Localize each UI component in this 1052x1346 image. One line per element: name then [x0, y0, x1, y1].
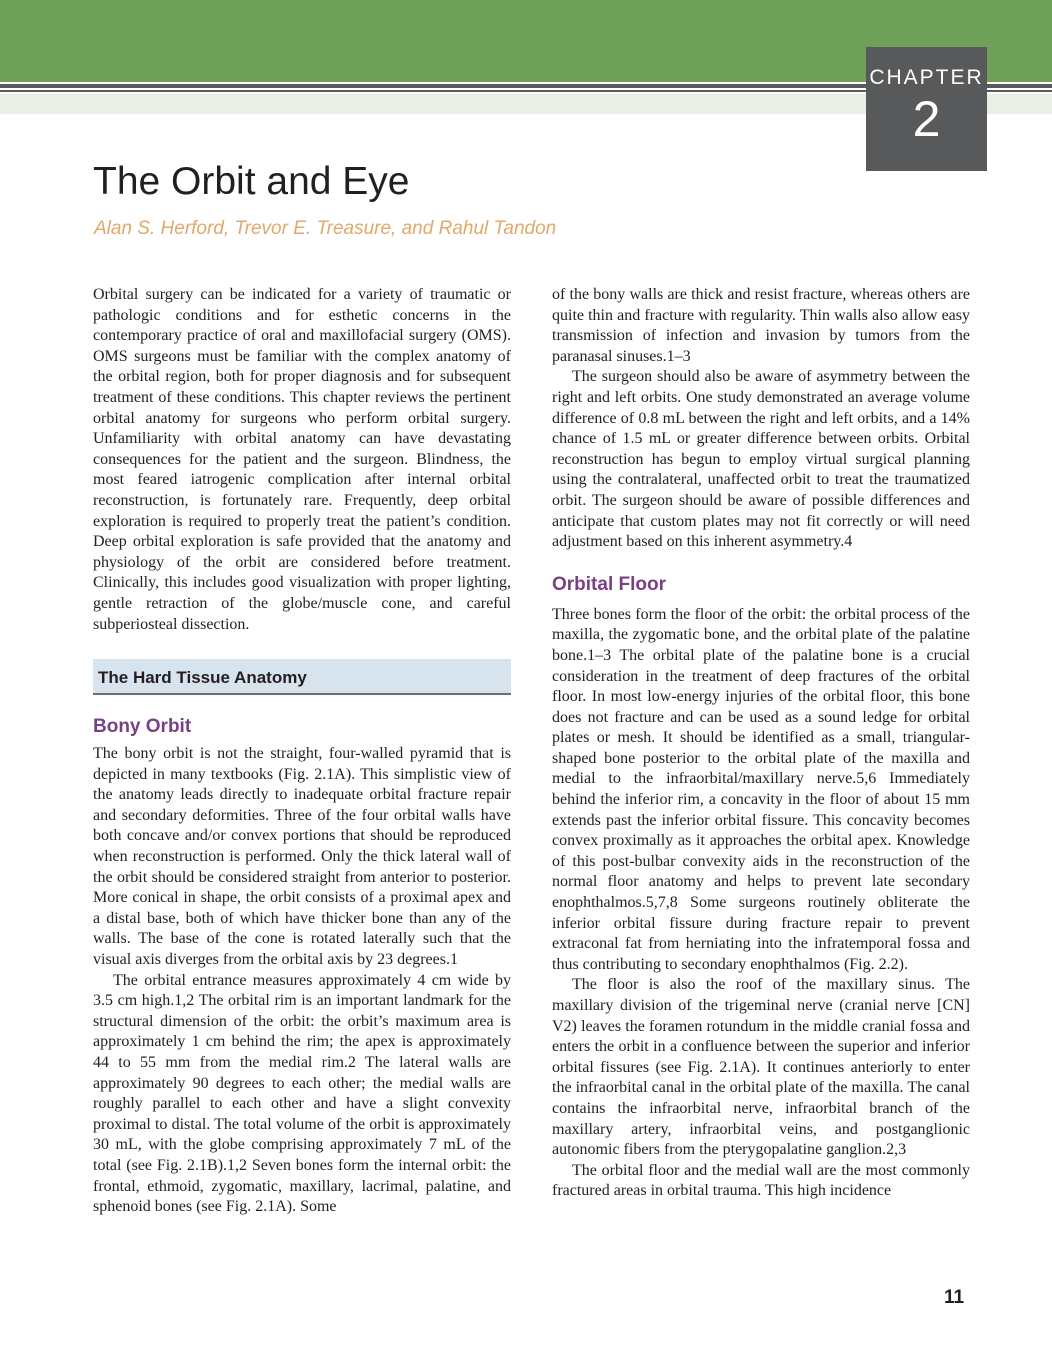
body-paragraph: The orbital entrance measures approximately 4 cm wide by 3.5 cm high.1,2 The orbital rim is an important landmark for the structural dimension of the orbit: the orbit’s maximum area is approximately 1 cm behind the rim; the apex is approximately 44 to 55 mm from the medial rim.2 The lateral walls are approximately 90 degrees to each other; the medial walls are roughly parallel to each other and have a slight convexity proximal to distal. The total volume of the orbit is approximately 30 mL, with the globe comprising approximately 7 mL of the total (see Fig. 2.1B).1,2 Seven bones form the internal orbit: the frontal, ethmoid, zygomatic, maxillary, lacrimal, palatine, and sphenoid bones (see Fig. 2.1A). Some — [93, 971, 511, 1216]
section-heading: The Hard Tissue Anatomy — [93, 659, 511, 695]
page-number: 11 — [944, 1287, 965, 1308]
right-column — [552, 285, 970, 1202]
chapter-label: CHAPTER — [869, 66, 984, 89]
body-paragraph: The orbital floor and the medial wall are the most commonly fractured areas in orbital trauma. This high incidence — [552, 1161, 970, 1200]
intro-paragraph: Orbital surgery can be indicated for a variety of traumatic or pathologic conditions and for esthetic concerns in the contemporary practice of oral and maxillofacial surgery (OMS). OMS surgeons must be familiar with the complex anatomy of the orbital region, both for proper diagnosis and for subsequent treatment of these conditions. This chapter reviews the pertinent orbital anatomy for surgeons who perform orbital surgery. Unfamiliarity with orbital anatomy can have devastating consequences for the patient and the surgeon. Blindness, the most feared iatrogenic complication after internal orbital reconstruction, is fortunately rare. Frequently, deep orbital exploration is required to properly treat the patient’s condition. Deep orbital exploration is safe provided that the anatomy and physiology of the orbit are considered before treatment. Clinically, this includes good visualization with proper lighting, gentle retraction of the globe/muscle cone, and careful subperiosteal dissection. — [93, 286, 511, 633]
subheading-bony-orbit: Bony Orbit — [93, 716, 192, 738]
left-column — [93, 285, 511, 1218]
chapter-number: 2 — [912, 91, 941, 147]
body-paragraph: of the bony walls are thick and resist fracture, whereas others are quite thin and fracture with regularity. Thin walls also allow easy transmission of infection and invasion by tumors from the paranasal sinuses.1–3 — [552, 286, 970, 365]
subheading-orbital-floor: Orbital Floor — [552, 573, 666, 595]
body-paragraph: The surgeon should also be aware of asymmetry between the right and left orbits. One study demonstrated an average volume difference of 0.8 mL between the right and left orbits, and a 14% chance of 1.5 mL or greater difference between orbits. Orbital reconstruction has begun to employ virtual surgical planning using the contralateral, unaffected orbit to treat the traumatized orbit. The surgeon should be aware of possible differences and anticipate that custom plates may not fit correctly or will need adjustment based on this inherent asymmetry.4 — [552, 368, 970, 551]
body-paragraph: The bony orbit is not the straight, four-walled pyramid that is depicted in many textbooks (Fig. 2.1A). This simplistic view of the anatomy leads directly to inadequate orbital fracture repair and secondary deformities. Three of the four orbital walls have both concave and/or convex portions that should be reproduced when reconstruction is performed. Only the thick lateral wall of the orbit should be considered straight from anterior to posterior. More conical in shape, the orbit consists of a proximal apex and a distal base, both of which have thicker bone than any of the walls. The base of the cone is rotated laterally such that the visual axis diverges from the orbital axis by 23 degrees.1 — [93, 745, 511, 969]
chapter-title: The Orbit and Eye — [93, 160, 410, 203]
body-paragraph: The floor is also the roof of the maxillary sinus. The maxillary division of the trigeminal nerve (cranial nerve [CN] V2) leaves the foramen rotundum in the middle cranial fossa and enters the orbit in a confluence between the superior and inferior orbital fissures (see Fig. 2.1A). It continues anteriorly to enter the infraorbital canal in the orbital plate of the maxilla. The canal contains the infraorbital nerve, infraorbital branch of the maxillary artery, infraorbital veins, and postganglionic autonomic fibers from the pterygopalatine ganglion.2,3 — [552, 976, 970, 1159]
body-paragraph: Three bones form the floor of the orbit: the orbital process of the maxilla, the zygomatic bone, and the orbital plate of the palatine bone.1–3 The orbital plate of the palatine bone is a crucial consideration in the treatment of deep fractures of the orbital floor. In most low-energy injuries of the orbital floor, this bone does not fracture and can be used as a sound ledge for orbital plates or mesh. It should be identified as a small, triangular-shaped bone posterior to the orbital plate of the maxilla and medial to the infraorbital/maxillary nerve.5,6 Immediately behind the inferior rim, a concavity in the floor of about 15 mm extends past the inferior orbital fissure. This concavity becomes convex proximally as it approaches the orbital apex. Knowledge of this post-bulbar convexity aids in the reconstruction of the normal floor anatomy and helps to prevent late secondary enophthalmos.5,7,8 Some surgeons routinely obliterate the inferior orbital fissure during fracture repair to prevent extraconal fat from herniating into the infratemporal fossa and thus contributing to secondary enophthalmos (Fig. 2.2). — [552, 605, 970, 973]
chapter-badge — [866, 47, 987, 171]
chapter-authors: Alan S. Herford, Trevor E. Treasure, and Rahul Tandon — [94, 218, 557, 239]
